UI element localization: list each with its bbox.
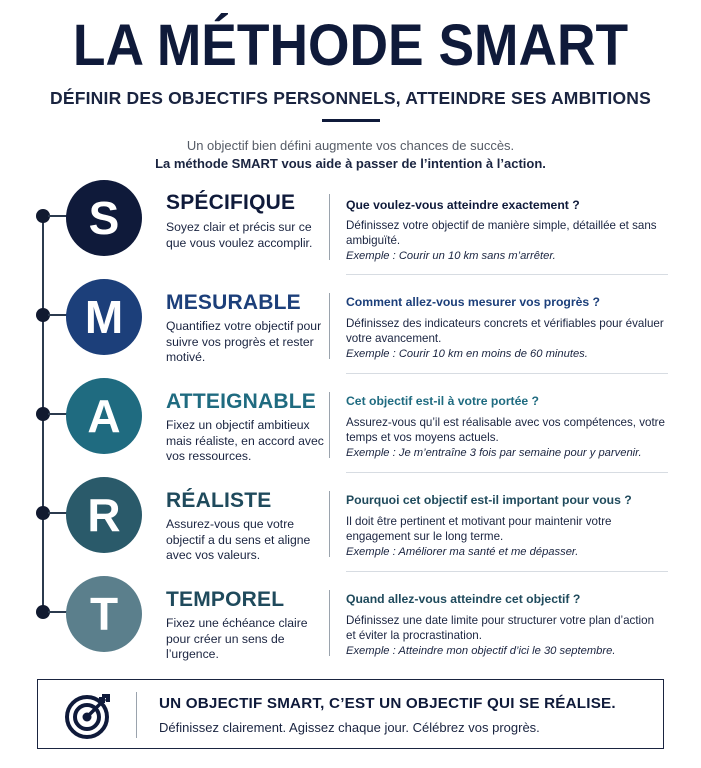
criterion-description: Soyez clair et précis sur ce que vous voulez accomplir. — [166, 220, 313, 250]
criterion-question: Comment allez-vous mesurer vos progrès ? — [346, 295, 600, 309]
criterion-title: MESURABLE — [166, 291, 301, 314]
criterion-title: TEMPOREL — [166, 588, 285, 611]
criterion-title: RÉALISTE — [166, 489, 272, 512]
footer-title: UN OBJECTIF SMART, C’EST UN OBJECTIF QUI SE RÉALISE. — [159, 695, 616, 712]
letter-circle-r: R — [66, 477, 142, 553]
criterion-description: Quantifiez votre objectif pour suivre vos progrès et rester motivé. — [166, 319, 322, 365]
footer-banner — [37, 679, 664, 749]
criterion-atteignable — [0, 376, 701, 476]
criterion-question: Quand allez-vous atteindre cet objectif ? — [346, 592, 581, 606]
criterion-temporel — [0, 574, 701, 674]
criterion-title: ATTEIGNABLE — [166, 390, 316, 413]
page-subtitle: DÉFINIR DES OBJECTIFS PERSONNELS, ATTEINDRE SES AMBITIONS — [50, 88, 651, 108]
row-divider — [346, 274, 668, 275]
title-underline — [322, 119, 380, 122]
criterion-example: Exemple : Je m’entraîne 3 fois par semaine pour y parvenir. — [346, 447, 642, 459]
intro-line-2: La méthode SMART vous aide à passer de l’intention à l’action. — [155, 156, 546, 171]
row-divider — [346, 472, 668, 473]
letter-circle-t: T — [66, 576, 142, 652]
column-divider — [329, 293, 330, 359]
column-divider — [329, 392, 330, 458]
intro-line-1: Un objectif bien défini augmente vos chances de succès. — [186, 138, 515, 153]
criterion-title: SPÉCIFIQUE — [166, 191, 296, 214]
criterion-detail: Assurez-vous qu’il est réalisable avec vos compétences, votre temps et vos moyens actuels. — [346, 416, 665, 445]
column-divider — [329, 491, 330, 557]
criterion-example: Exemple : Améliorer ma santé et me dépasser. — [346, 546, 579, 558]
criterion-description: Fixez une échéance claire pour créer un sens de l’urgence. — [166, 616, 308, 662]
criterion-description: Assurez-vous que votre objectif a du sens et aligne avec vos valeurs. — [166, 517, 311, 563]
criterion-detail: Définissez votre objectif de manière simple, détaillée et sans ambiguïté. — [346, 219, 657, 248]
criterion-example: Exemple : Atteindre mon objectif d’ici le 30 septembre. — [346, 645, 616, 657]
row-divider — [346, 373, 668, 374]
footer-subtitle: Définissez clairement. Agissez chaque jour. Célébrez vos progrès. — [159, 720, 540, 735]
letter-circle-s: S — [66, 180, 142, 256]
criterion-mesurable — [0, 277, 701, 377]
row-divider — [346, 571, 668, 572]
criterion-detail: Il doit être pertinent et motivant pour maintenir votre engagement sur le long terme. — [346, 515, 612, 544]
criterion-detail: Définissez des indicateurs concrets et vérifiables pour évaluer votre avancement. — [346, 317, 664, 346]
criterion-question: Que voulez-vous atteindre exactement ? — [346, 198, 580, 212]
criterion-specifique — [0, 178, 701, 278]
letter-circle-m: M — [66, 279, 142, 355]
criterion-realiste — [0, 475, 701, 575]
criterion-description: Fixez un objectif ambitieux mais réaliste, en accord avec vos ressources. — [166, 418, 324, 464]
criterion-question: Cet objectif est-il à votre portée ? — [346, 394, 540, 408]
criterion-question: Pourquoi cet objectif est-il important pour vous ? — [346, 493, 632, 507]
column-divider — [329, 194, 330, 260]
page-title: LA MÉTHODE SMART — [72, 13, 629, 78]
letter-circle-a: A — [66, 378, 142, 454]
footer-divider — [136, 692, 137, 738]
criterion-example: Exemple : Courir un 10 km sans m’arrêter. — [346, 250, 556, 262]
target-icon — [64, 690, 114, 740]
column-divider — [329, 590, 330, 656]
criterion-detail: Définissez une date limite pour structurer votre plan d’action et éviter la procrastination. — [346, 614, 655, 643]
criterion-example: Exemple : Courir 10 km en moins de 60 minutes. — [346, 348, 588, 360]
